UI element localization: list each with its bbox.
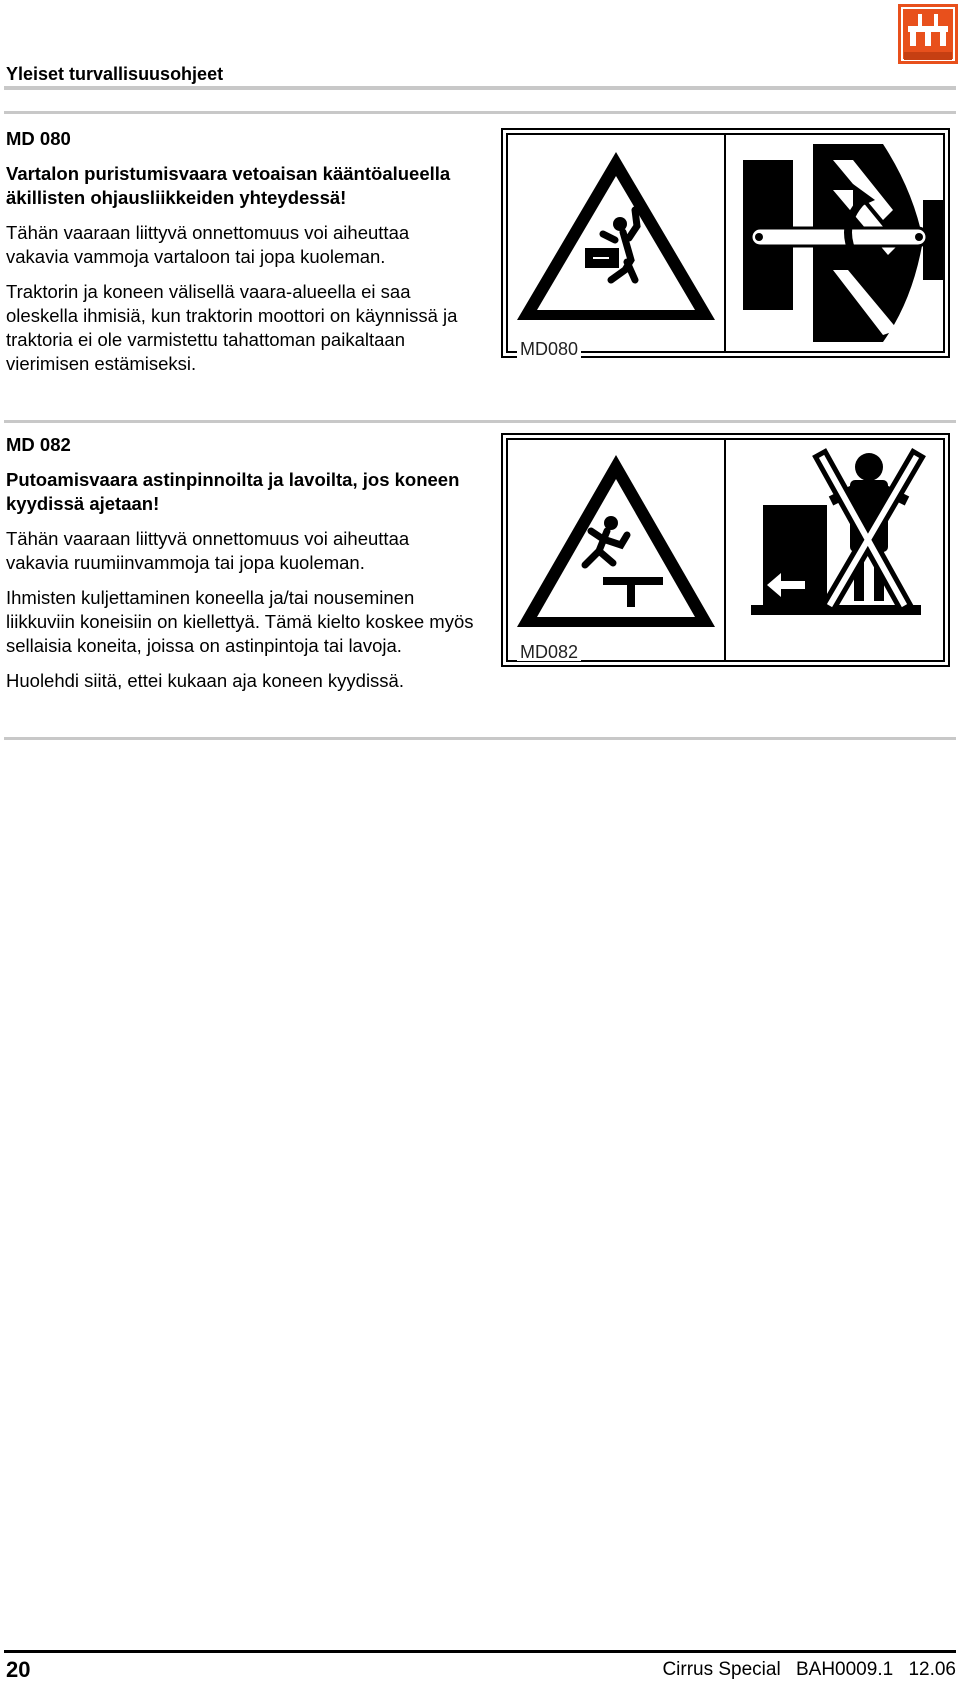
md082-warning: Putoamisvaara astinpinnoilta ja lavoilta, jos koneen kyydissä ajetaan! — [6, 469, 460, 514]
document-id — [652, 1659, 956, 1681]
product-name: Cirrus Special — [662, 1659, 781, 1680]
md082-code: MD 082 — [6, 434, 71, 455]
footer-rule — [4, 1650, 956, 1653]
md082-consequence: Tähän vaaraan liittyvä onnettomuus voi aiheuttaa vakavia ruumiinvammoja tai jopa kuoleman. — [6, 528, 410, 573]
md080-consequence: Tähän vaaraan liittyvä onnettomuus voi aiheuttaa vakavia vammoja vartaloon tai jopa kuoleman. — [6, 222, 410, 267]
md080-section — [6, 127, 476, 376]
section-end-rule — [4, 737, 956, 740]
md080-warning: Vartalon puristumisvaara vetoaisan kääntöalueella äkillisten ohjausliikkeiden yhteydessä! — [6, 163, 451, 208]
doc-date: 12.06 — [908, 1659, 956, 1680]
md082-instruction: Ihmisten kuljettaminen koneella ja/tai nouseminen liikkuviin koneisiin on kiellettyä. Tämä kielto koskee myös sellaisia koneita, joissa on astinpintoja tai lavoja. — [6, 587, 474, 656]
doc-number: BAH0009.1 — [795, 1659, 894, 1680]
section-separator — [4, 420, 956, 423]
amazone-logo — [898, 4, 958, 64]
page-number: 20 — [6, 1657, 31, 1682]
header-title: Yleiset turvallisuusohjeet — [6, 64, 224, 84]
md082-note: Huolehdi siitä, ettei kukaan aja koneen kyydissä. — [6, 670, 404, 691]
md080-sign — [501, 128, 950, 358]
section-rule — [4, 111, 956, 114]
md080-instruction: Traktorin ja koneen välisellä vaara-alueella ei saa oleskella ihmisiä, kun traktorin moottori on käynnissä ja traktoria ei ole varmistettu tahattoman paikaltaan vierimisen estämiseksi. — [6, 281, 458, 374]
md082-sign-label: MD082 — [517, 643, 581, 661]
md082-section — [6, 433, 476, 693]
md082-sign — [501, 433, 950, 667]
md080-sign-label: MD080 — [517, 340, 581, 358]
md080-code: MD 080 — [6, 128, 71, 149]
header-rule — [4, 86, 956, 90]
